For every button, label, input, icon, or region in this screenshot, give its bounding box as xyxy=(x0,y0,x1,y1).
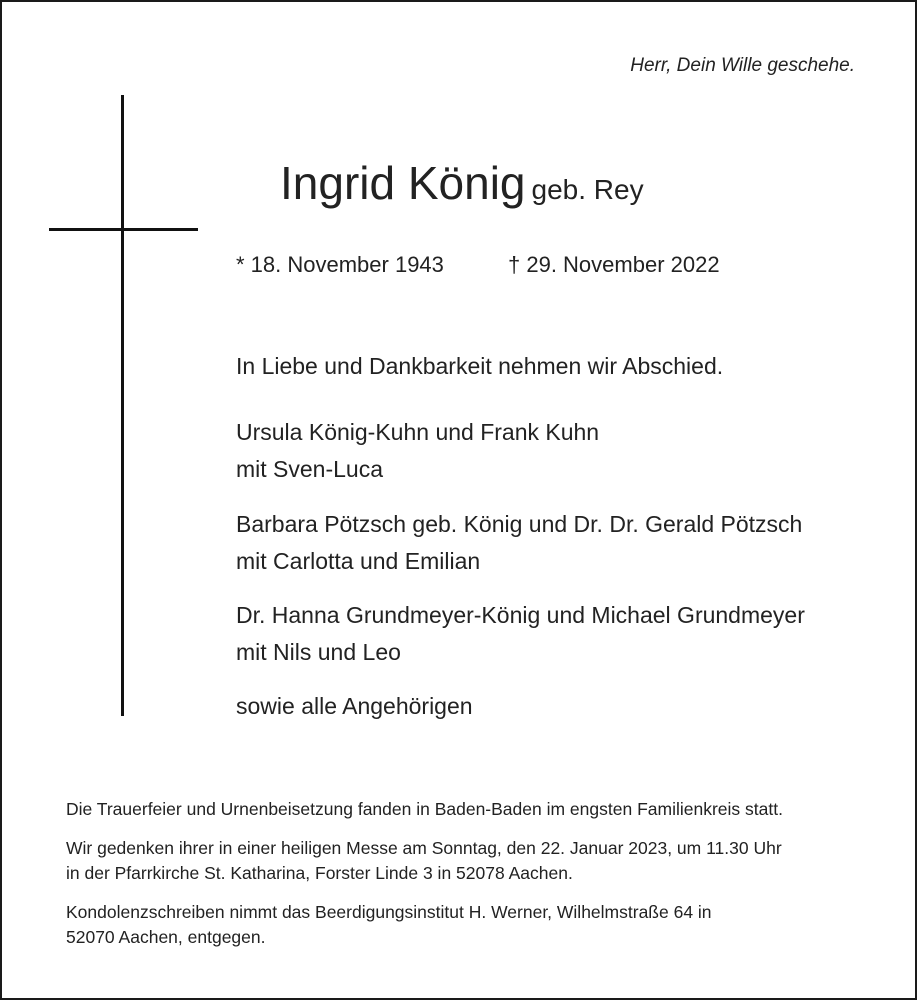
motto: Herr, Dein Wille geschehe. xyxy=(630,55,855,76)
mass-notice xyxy=(66,836,782,886)
family-line: Dr. Hanna Grundmeyer-König und Michael Grundmeyer xyxy=(236,602,805,628)
family-line: Ursula König-Kuhn und Frank Kuhn xyxy=(236,419,600,445)
family-line: Barbara Pötzsch geb. König und Dr. Dr. Gerald Pötzsch xyxy=(236,511,803,537)
family-group-3 xyxy=(236,597,805,671)
birth-date: * 18. November 1943 xyxy=(236,252,444,277)
condolence-line: Kondolenzschreiben nimmt das Beerdigungsinstitut H. Werner, Wilhelmstraße 64 in xyxy=(66,902,712,922)
family-line: mit Sven-Luca xyxy=(236,456,384,482)
cross-bar xyxy=(49,228,198,231)
cross-icon xyxy=(121,95,124,716)
farewell-text: In Liebe und Dankbarkeit nehmen wir Abschied. xyxy=(236,353,724,379)
family-line: mit Nils und Leo xyxy=(236,639,401,665)
death-date: † 29. November 2022 xyxy=(508,252,720,277)
deceased-full-name: Ingrid König xyxy=(280,157,526,209)
deceased-maiden-name: geb. Rey xyxy=(531,174,644,205)
funeral-notice: Die Trauerfeier und Urnenbeisetzung fanden in Baden-Baden im engsten Familienkreis statt. xyxy=(66,799,783,819)
mass-line: in der Pfarrkirche St. Katharina, Forster Linde 3 in 52078 Aachen. xyxy=(66,863,573,883)
deceased-name xyxy=(280,156,644,210)
condolence-line: 52070 Aachen, entgegen. xyxy=(66,927,266,947)
family-group-2 xyxy=(236,506,802,580)
mass-line: Wir gedenken ihrer in einer heiligen Messe am Sonntag, den 22. Januar 2023, um 11.30 Uhr xyxy=(66,838,782,858)
family-group-1 xyxy=(236,414,599,488)
family-line: mit Carlotta und Emilian xyxy=(236,548,481,574)
condolence-notice xyxy=(66,900,712,950)
relatives-text: sowie alle Angehörigen xyxy=(236,693,473,719)
